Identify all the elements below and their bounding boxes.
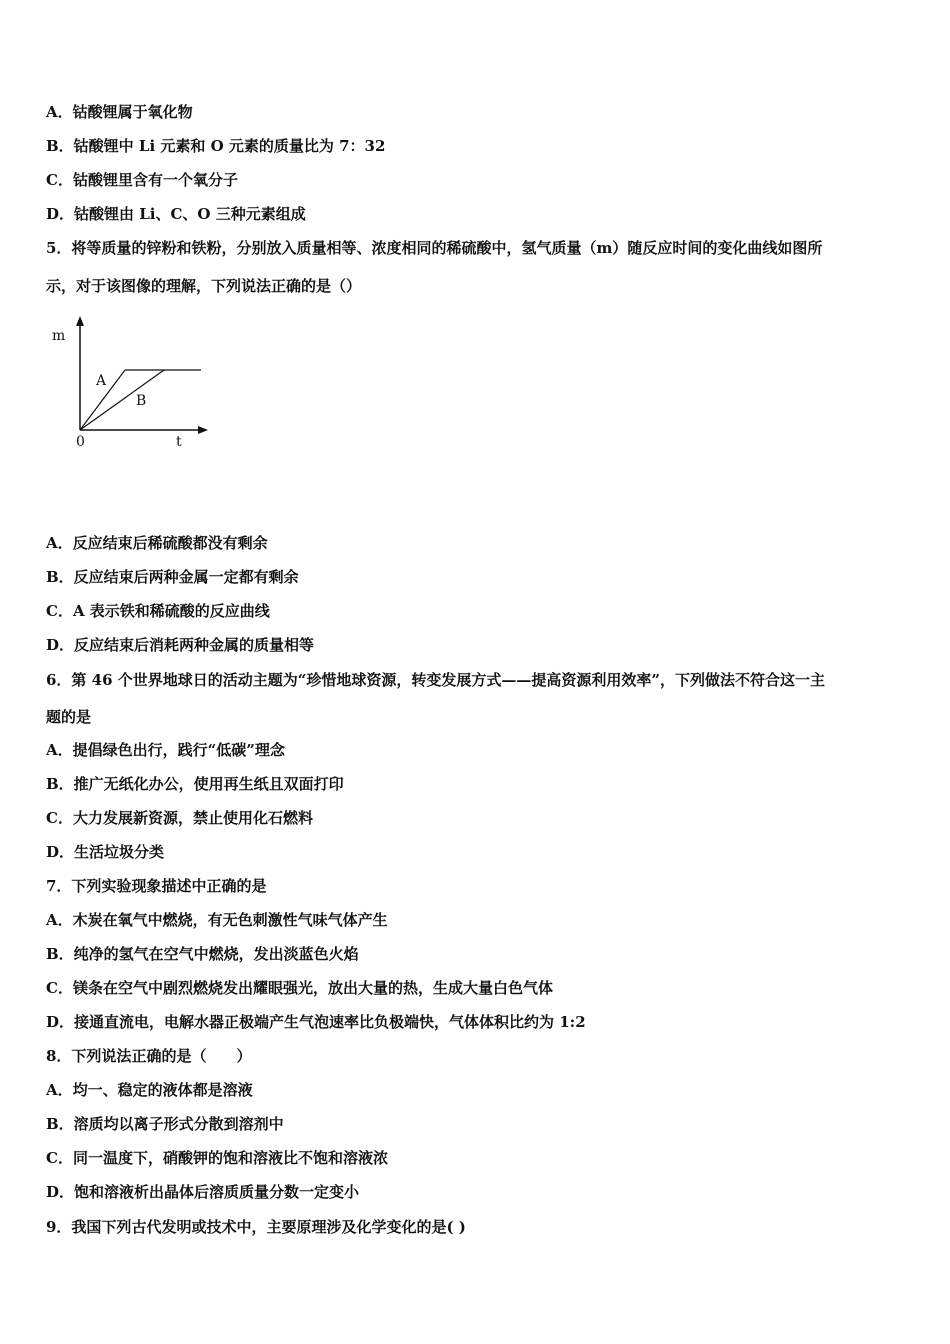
curve-a-label: A (96, 373, 107, 389)
q7-option-c: C．镁条在空气中剧烈燃烧发出耀眼强光，放出大量的热，生成大量白色气体 (46, 979, 553, 997)
q8-option-b: B．溶质均以离子形式分散到溶剂中 (46, 1115, 284, 1133)
graph-x-label: t (176, 434, 182, 450)
graph-origin-label: 0 (76, 434, 85, 450)
q7-option-b: B．纯净的氢气在空气中燃烧，发出淡蓝色火焰 (46, 945, 359, 963)
q6-option-d: D．生活垃圾分类 (46, 843, 165, 861)
graph-x-arrow (198, 426, 208, 434)
q5-stem-line2: 示，对于该图像的理解，下列说法正确的是（） (46, 277, 362, 295)
q5-option-a: A．反应结束后稀硫酸都没有剩余 (46, 534, 268, 552)
q4-option-d: D．钴酸锂由 Li、C、O 三种元素组成 (46, 205, 306, 223)
q6-stem-line2: 题的是 (46, 708, 92, 726)
q7-option-d: D．接通直流电，电解水器正极端产生气泡速率比负极端快，气体体积比约为 1:2 (46, 1013, 586, 1031)
q5-graph (40, 310, 220, 460)
q6-stem-line1: 6．第 46 个世界地球日的活动主题为“珍惜地球资源，转变发展方式——提高资源利用效率”，下列做法不符合这一主 (46, 671, 826, 689)
q4-option-b: B．钴酸锂中 Li 元素和 O 元素的质量比为 7：32 (46, 137, 386, 155)
q8-option-d: D．饱和溶液析出晶体后溶质质量分数一定变小 (46, 1183, 360, 1201)
q8-stem: 8．下列说法正确的是（ ） (46, 1047, 252, 1065)
q7-option-a: A．木炭在氧气中燃烧，有无色刺激性气味气体产生 (46, 911, 388, 929)
q8-option-c: C．同一温度下，硝酸钾的饱和溶液比不饱和溶液浓 (46, 1149, 388, 1167)
q8-option-a: A．均一、稳定的液体都是溶液 (46, 1081, 253, 1099)
curve-b (80, 370, 164, 430)
graph-y-arrow (76, 316, 84, 326)
q4-option-c: C．钴酸锂里含有一个氧分子 (46, 171, 238, 189)
q5-option-c: C．A 表示铁和稀硫酸的反应曲线 (46, 602, 270, 620)
q7-stem: 7．下列实验现象描述中正确的是 (46, 877, 267, 895)
q5-stem-line1: 5．将等质量的锌粉和铁粉，分别放入质量相等、浓度相同的稀硫酸中，氢气质量（m）随反应时间的变化曲线如图所 (46, 239, 823, 257)
q5-option-d: D．反应结束后消耗两种金属的质量相等 (46, 636, 315, 654)
q6-option-c: C．大力发展新资源，禁止使用化石燃料 (46, 809, 313, 827)
q9-stem: 9．我国下列古代发明或技术中，主要原理涉及化学变化的是( ) (46, 1218, 466, 1236)
q4-option-a: A．钴酸锂属于氧化物 (46, 103, 193, 121)
curve-b-label: B (136, 393, 147, 409)
q5-option-b: B．反应结束后两种金属一定都有剩余 (46, 568, 299, 586)
q6-option-a: A．提倡绿色出行，践行“低碳”理念 (46, 741, 285, 759)
q6-option-b: B．推广无纸化办公，使用再生纸且双面打印 (46, 775, 344, 793)
graph-y-label: m (52, 328, 66, 344)
